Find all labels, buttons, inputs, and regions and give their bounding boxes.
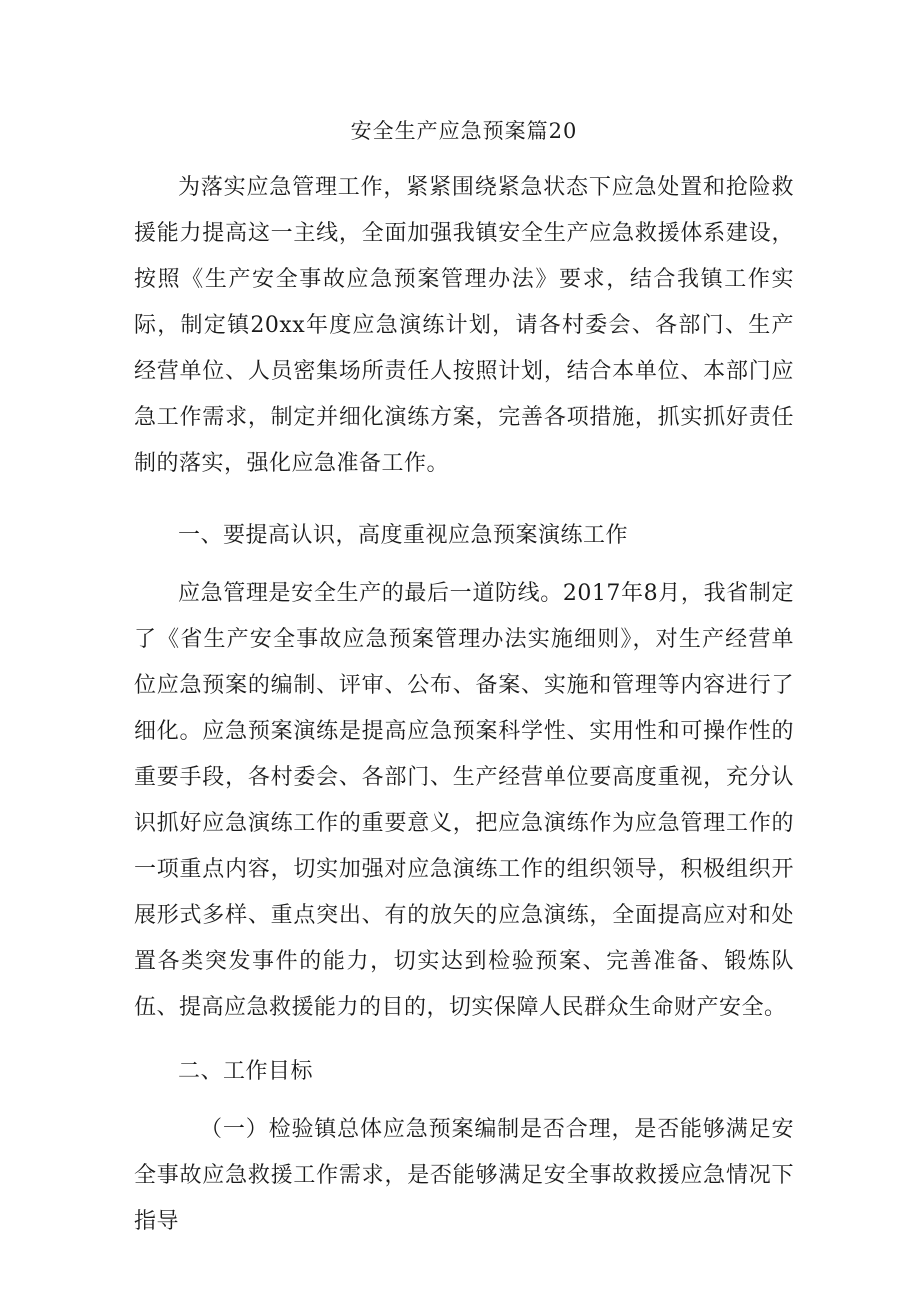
section-1-body: 应急管理是安全生产的最后一道防线。2017年8月，我省制定了《省生产安全事故应急预案管理办法实施细则》，对生产经营单位应急预案的编制、评审、公布、备案、实施和管理等内容进行了细化。应急预案演练是提高应急预案科学性、实用性和可操作性的重要手段，各村委会、各部门、生产经营单位要高度重视，充分认识抓好应急演练工作的重要意义，把应急演练作为应急管理工作的一项重点内容，切实加强对应急演练工作的组织领导，积极组织开展形式多样、重点突出、有的放矢的应急演练，全面提高应对和处置各类突发事件的能力，切实达到检验预案、完善准备、锻炼队伍、提高应急救援能力的目的，切实保障人民群众生命财产安全。 — [134, 581, 794, 1020]
section-1-heading: 一、要提高认识，高度重视应急预案演练工作 — [178, 523, 629, 548]
document-title: 安全生产应急预案篇20 — [350, 119, 578, 143]
section-2-item-1: （一）检验镇总体应急预案编制是否合理，是否能够满足安全事故应急救援工作需求，是否能够满足安全事故救援应急情况下指导 — [134, 1117, 794, 1234]
section-2-heading: 二、工作目标 — [178, 1059, 314, 1084]
document-page — [134, 115, 794, 1245]
intro-paragraph: 为落实应急管理工作，紧紧围绕紧急状态下应急处置和抢险救援能力提高这一主线，全面加强我镇安全生产应急救援体系建设，按照《生产安全事故应急预案管理办法》要求，结合我镇工作实际，制定镇20xx年度应急演练计划，请各村委会、各部门、生产经营单位、人员密集场所责任人按照计划，结合本单位、本部门应急工作需求，制定并细化演练方案，完善各项措施，抓实抓好责任制的落实，强化应急准备工作。 — [134, 175, 794, 476]
spacer — [134, 487, 794, 497]
